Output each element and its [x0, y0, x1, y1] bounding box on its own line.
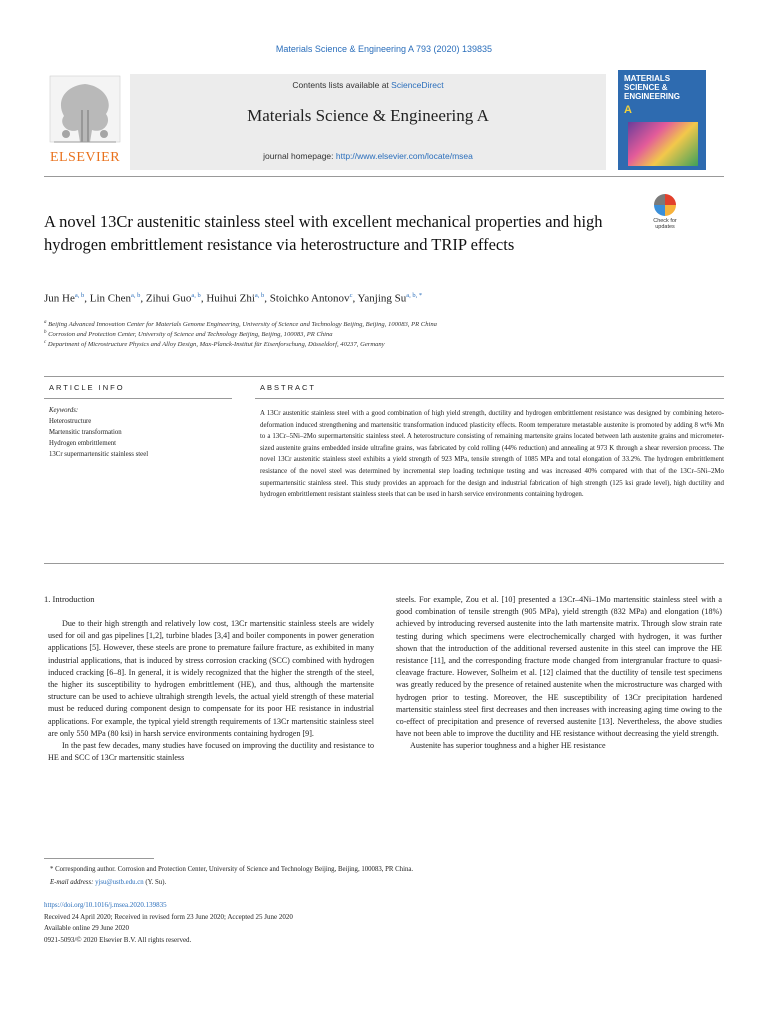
intro-right-column: [396, 594, 722, 753]
body-paragraph: Due to their high strength and relatively low cost, 13Cr martensitic stainless steels are widely used for oil and gas pipelines [1,2], turbine blades [3,4] and boiler components in power generation applications [5]. However, these steels are prone to premature failure fracture, as exhibited in many industrial applications, that is induced by stress corrosion cracking (SCC) combined with hydrogen induced cracking [6–8]. In general, it is widely recognized that the higher the strength of the steel, the higher its susceptibility to hydrogen embrittlement (HE), and thus, although the martensite structure can be used to achieve ultrahigh strength levels, the actual yield strength of these material must be reduced during component design to compensate for its poor HE resistance in industrial applications. For example, the typical yield strength requirements of 13Cr martensitic stainless steel are only 550 MPa (80 ksi) in harsh service environments containing hydrogen [9].: [48, 619, 374, 738]
article-info-divider: [44, 398, 232, 399]
author-name[interactable]: Jun He: [44, 292, 75, 305]
affiliation-mark: c: [44, 340, 47, 345]
author-list: Jun He$^{a, b}$, Lin Chen$^{a, b}$, Zihui Guo$^{a, b}$, Huihui Zhi$^{a, b}$, Stoichko Antonov$^c$, Yanjing $Su^{a, b, *}$: [44, 292, 423, 305]
body-paragraph: Austenite has superior toughness and a higher HE resistance: [410, 741, 606, 751]
affiliation: [44, 340, 724, 348]
doi-link: [44, 900, 704, 910]
affiliation: [44, 330, 724, 338]
homepage-link[interactable]: http://www.elsevier.com/locate/msea: [335, 151, 473, 161]
check-for-updates-button[interactable]: [648, 194, 682, 230]
author-name[interactable]: Yanjing Su: [357, 292, 407, 305]
available-online: Available online 29 June 2020: [44, 924, 130, 932]
contents-prefix: Contents lists available at: [292, 80, 392, 90]
email-link[interactable]: yjsu@ustb.edu.cn: [95, 879, 144, 886]
keyword-item: Martensitic transformation: [49, 429, 122, 436]
journal-cover[interactable]: [618, 70, 706, 170]
homepage-line: [130, 151, 606, 161]
author-name[interactable]: Zihui Guo: [145, 292, 192, 305]
intro-left-column: [48, 618, 374, 764]
cover-title: MATERIALS SCIENCE & ENGINEERING: [624, 74, 681, 101]
affiliation: [44, 320, 724, 328]
cover-letter: A: [624, 104, 632, 116]
body-paragraph: steels. For example, Zou et al. [10] presented a 13Cr–4Ni–1Mo martensitic stainless steel with a good combination of tensile strength (905 MPa), yield strength (832 MPa) and elongation (18%) achieved by introducing reversed austenite into the lath martensite matrix. Through slow strain rate testing during which specimens were electrochemically charged with hydrogen, it was further shown that the introduction of the additional reversed austenite in this steel can improve the HE resistance [11], and the corresponding fracture mode changed from intergranular fracture to quasi-cleavage fracture. However, Solheim et al. [12] claimed that the ductility of tensile test specimens was greatly reduced by the presence of retained austenite when the microstructure was charged with hydrogen prior to testing. Moreover, the HE susceptibility of 13Cr precipitation hardened martensitic stainless steel first decreases and then increases with increasing aging time owing to the co-effect of precipitation and presence of reversed austenite [13]. Nevertheless, the above studies have not been able to improve the ductility and HE resistance without decreasing the yield strength.: [396, 595, 722, 739]
section-divider-top: [44, 376, 724, 377]
received-dates: Received 24 April 2020; Received in revised form 23 June 2020; Accepted 25 June 2020: [44, 913, 293, 921]
author-name[interactable]: Huihui Zhi: [206, 292, 255, 305]
email-note: [50, 879, 710, 886]
keyword-item: Hydrogen embrittlement: [49, 440, 117, 447]
author-affiliation-mark[interactable]: a, b: [254, 292, 265, 299]
author-name[interactable]: Stoichko Antonov: [269, 292, 350, 305]
header-divider: [44, 176, 724, 177]
author-affiliation-mark[interactable]: a, b, *: [406, 292, 423, 299]
email-label: E-mail address:: [50, 879, 96, 886]
author-affiliation-mark[interactable]: a, b: [131, 292, 141, 299]
copyright-line: 0921-5093/© 2020 Elsevier B.V. All rights reserved.: [44, 936, 192, 944]
affiliation-mark: a: [44, 320, 47, 325]
affiliation-text: Beijing Advanced Innovation Center for Materials Genome Engineering, University of Science and Technology Beijing, Beijing, 100083, PR China: [48, 321, 437, 329]
doi-url[interactable]: https://doi.org/10.1016/j.msea.2020.139835: [44, 901, 167, 909]
publisher-name: ELSEVIER: [49, 150, 121, 165]
section-divider-bottom: [44, 563, 724, 564]
body-paragraph: In the past few decades, many studies have focused on improving the ductility and resistance to HE and SCC of 13Cr martensitic stainless: [48, 741, 374, 763]
affiliation-text: Corrosion and Protection Center, University of Science and Technology Beijing, Beijing, 100083, PR China: [48, 331, 333, 339]
footnote-divider: [44, 858, 154, 859]
introduction-heading: 1. Introduction: [44, 594, 95, 604]
abstract-divider: [255, 398, 724, 399]
email-suffix: (Y. Su).: [143, 879, 167, 886]
contents-line: [130, 80, 606, 90]
check-updates-icon: [654, 194, 676, 216]
article-title: A novel 13Cr austenitic stainless steel with excellent mechanical properties and high hydrogen embrittlement resistance via heterostructure and TRIP effects: [44, 212, 603, 254]
abstract-text: A 13Cr austenitic stainless steel with a good combination of high yield strength, ductility and hydrogen embrittlement resistance was designed by combining hetero-deformation induced strengthening and martensitic transformation induced plasticity effects. Room temperature metastable austenite is promoted by adding 8 wt% Mn to a 13Cr–5Ni–2Mo supermartensitic stainless steel. A heterostructure consisting of remaining martensite grains located between lath austenite grains and micrometer-sized austenite grains embedded inside ultrafine grains, was fabricated by cold rolling (44% reduction) and annealing at 973 K through a shear reversion process. The novel 13Cr austenitic stainless steel exhibits a yield strength of 923 MPa, tensile strength of 1085 MPa and total elongation of 33.2%. The hydrogen embrittlement resistance of the novel steel was determined by incremental step loading technique testing and was increased 40% compared with that of the 13Cr–5Ni–2Mo supermartensitic stainless steel. This study provides an approach for the design and industrial fabrication of high strength (125 ksi grade level), high ductility and hydrogen embrittlement resistant stainless steels that can be used in harsh service environments containing hydrogen.: [260, 410, 724, 499]
journal-name: Materials Science & Engineering A: [247, 106, 489, 125]
keyword-item: 13Cr supermartensitic stainless steel: [49, 451, 149, 458]
affiliation-mark: b: [44, 330, 47, 335]
author-affiliation-mark[interactable]: c: [349, 292, 353, 299]
keyword-item: Heterostructure: [49, 418, 92, 425]
check-updates-label: Check for updates: [653, 218, 677, 230]
author-affiliation-mark[interactable]: a, b: [191, 292, 201, 299]
running-head[interactable]: Materials Science & Engineering A 793 (2020) 139835: [275, 44, 493, 54]
article-info-heading: ARTICLE INFO: [49, 383, 125, 392]
keywords-label: Keywords:: [49, 407, 79, 414]
cover-artwork: [628, 122, 698, 166]
homepage-prefix: journal homepage:: [263, 151, 336, 161]
author-affiliation-mark[interactable]: a, b: [74, 292, 85, 299]
author-name[interactable]: Lin Chen: [89, 292, 131, 305]
corresponding-author-note: * Corresponding author. Corrosion and Protection Center, University of Science and Technology Beijing, Beijing, 100083, PR China.: [50, 866, 414, 873]
sciencedirect-link[interactable]: ScienceDirect: [391, 80, 444, 90]
affiliation-text: Department of Microstructure Physics and Alloy Design, Max-Planck-Institut für Eisenforschung, Düsseldorf, 40237, Germany: [47, 341, 385, 349]
abstract-heading: ABSTRACT: [260, 383, 317, 392]
